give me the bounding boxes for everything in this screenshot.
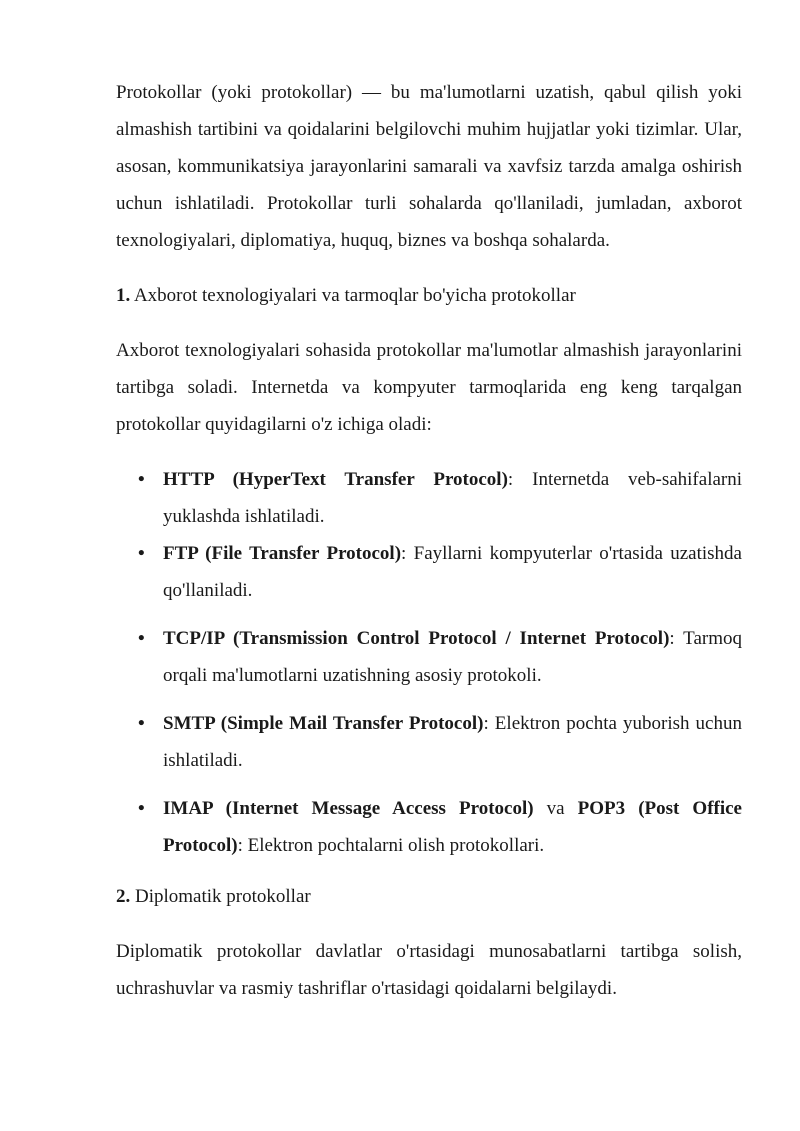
list-item-ftp bbox=[116, 535, 742, 609]
section-2-title: Diplomatik protokollar bbox=[130, 886, 311, 907]
section-2-paragraph: Diplomatik protokollar davlatlar o'rtasidagi munosabatlarni tartibga solish, uchrashuvlar va rasmiy tashriflar o'rtasidagi qoidalarni belgilaydi. bbox=[116, 941, 742, 999]
bullet-icon: • bbox=[138, 543, 145, 564]
protocol-description: : Elektron pochtalarni olish protokollari. bbox=[237, 835, 545, 856]
document-page bbox=[116, 74, 742, 1025]
section-1-heading bbox=[116, 277, 742, 314]
list-item-imap-pop3 bbox=[116, 790, 742, 864]
protocol-name: IMAP (Internet Message Access Protocol) bbox=[163, 798, 534, 819]
protocol-description: : Elektron pochta yuborish uchun ishlatiladi. bbox=[163, 713, 742, 771]
protocol-name: FTP (File Transfer Protocol) bbox=[163, 543, 402, 564]
protocol-name: HTTP (HyperText Transfer Protocol) bbox=[163, 469, 508, 490]
protocol-name: SMTP (Simple Mail Transfer Protocol) bbox=[163, 713, 484, 734]
section-2-heading bbox=[116, 878, 742, 915]
section-1-title: Axborot texnologiyalari va tarmoqlar bo'yicha protokollar bbox=[130, 285, 576, 306]
protocol-name: TCP/IP (Transmission Control Protocol / Internet Protocol) bbox=[163, 628, 670, 649]
section-1-paragraph: Axborot texnologiyalari sohasida protokollar ma'lumotlar almashish jarayonlarini tartibga soladi. Internetda va kompyuter tarmoqlarida eng keng tarqalgan protokollar quyidagilarni o'z ichiga oladi: bbox=[116, 340, 742, 435]
list-item-http bbox=[116, 461, 742, 535]
section-2-number: 2. bbox=[116, 886, 131, 907]
protocol-name-secondary: POP3 (Post Office Protocol) bbox=[163, 798, 742, 856]
protocol-list bbox=[116, 461, 742, 864]
bullet-icon: • bbox=[138, 469, 145, 490]
intro-paragraph: Protokollar (yoki protokollar) — bu ma'lumotlarni uzatish, qabul qilish yoki almashish tartibini va qoidalarini belgilovchi muhim hujjatlar yoki tizimlar. Ular, asosan, kommunikatsiya jarayonlarini samarali va xavfsiz tarzda amalga oshirish uchun ishlatiladi. Protokollar turli sohalarda qo'llaniladi, jumladan, axborot texnologiyalari, diplomatiya, huquq, biznes va boshqa sohalarda. bbox=[116, 82, 742, 251]
bullet-icon: • bbox=[138, 713, 145, 734]
list-item-tcpip bbox=[116, 620, 742, 694]
protocol-description: : Fayllarni kompyuterlar o'rtasida uzatishda qo'llaniladi. bbox=[163, 543, 742, 601]
protocol-connector: va bbox=[533, 798, 578, 819]
protocol-description: : Tarmoq orqali ma'lumotlarni uzatishning asosiy protokoli. bbox=[163, 628, 742, 686]
bullet-icon: • bbox=[138, 628, 145, 649]
list-item-smtp bbox=[116, 705, 742, 779]
protocol-description: : Internetda veb-sahifalarni yuklashda ishlatiladi. bbox=[163, 469, 743, 527]
section-1-number: 1. bbox=[116, 285, 131, 306]
bullet-icon: • bbox=[138, 798, 145, 819]
